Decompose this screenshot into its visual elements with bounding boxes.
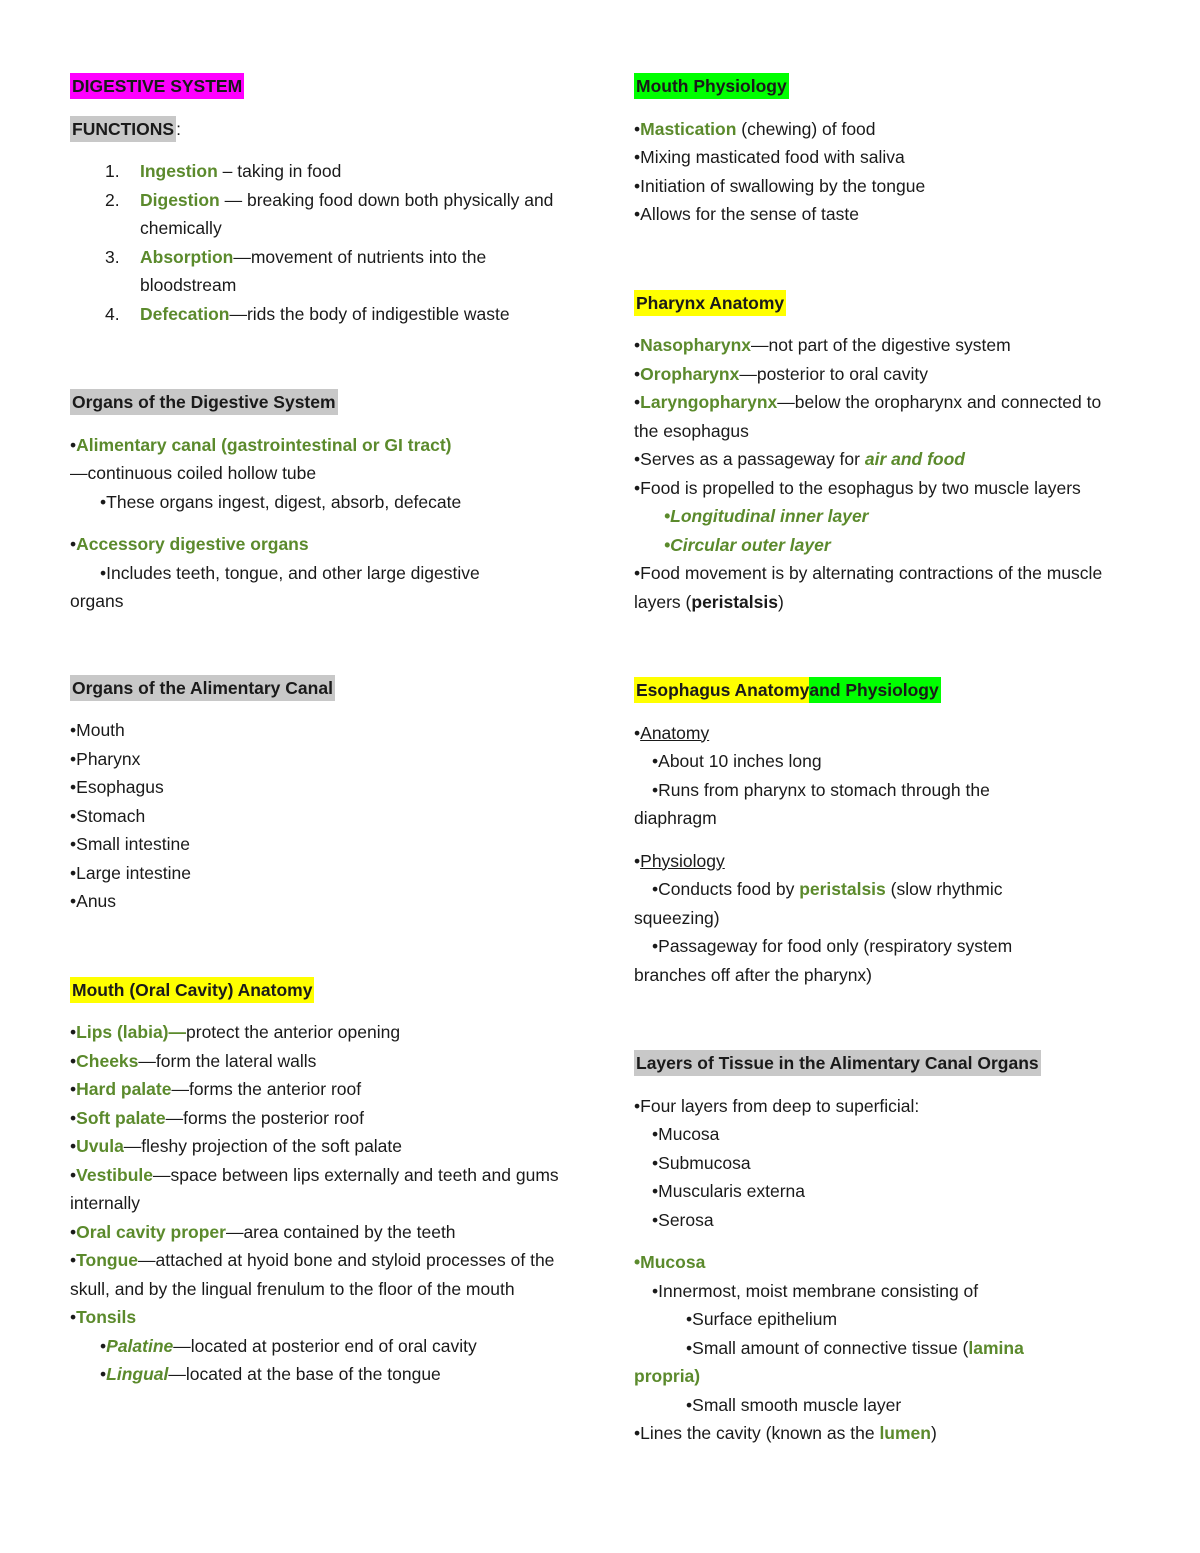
list-item: •Allows for the sense of taste — [634, 204, 860, 224]
list-item: 1. Ingestion – taking in food — [105, 161, 342, 181]
list-item: •Innermost, moist membrane consisting of — [652, 1280, 979, 1301]
list-item: •Esophagus — [70, 777, 164, 797]
list-item: •Includes teeth, tongue, and other large digestive — [100, 562, 480, 583]
list-item: •Oropharynx—posterior to oral cavity — [634, 363, 929, 384]
list-item: •Initiation of swallowing by the tongue — [634, 175, 926, 196]
list-item: •Hard palate—forms the anterior roof — [70, 1079, 362, 1099]
pharynx-heading: Pharynx Anatomy — [634, 290, 786, 316]
list-item: •Large intestine — [70, 862, 191, 883]
list-item: •Accessory digestive organs — [70, 534, 309, 554]
list-item: •Mouth — [70, 720, 125, 740]
list-item: •Mastication (chewing) of food — [634, 118, 876, 139]
list-item: •Serosa — [652, 1209, 714, 1230]
list-item: •Conducts food by peristalsis (slow rhythmic — [652, 879, 1003, 899]
mouth-physiology-heading: Mouth Physiology — [634, 73, 789, 99]
list-item: •Mixing masticated food with saliva — [634, 147, 905, 167]
list-item: •Pharynx — [70, 748, 141, 769]
list-item: 2. Digestion — breaking food down both physically and chemically — [105, 189, 554, 238]
list-item: •Vestibule—space between lips externally and teeth and gums internally — [70, 1164, 559, 1213]
list-item: •Lips (labia)—protect the anterior opening — [70, 1022, 401, 1042]
list-item: •Laryngopharynx—below the oropharynx and connected to the esophagus — [634, 392, 1102, 441]
list-item: •Small smooth muscle layer — [686, 1394, 902, 1415]
list-item: •Anatomy — [634, 722, 710, 743]
canal-list — [70, 716, 570, 916]
list-item: •Tongue—attached at hyoid bone and styloid processes of the skull, and by the lingual frenulum to the floor of the mouth — [70, 1250, 555, 1299]
list-item: •Small intestine — [70, 834, 190, 854]
list-item: •Anus — [70, 891, 117, 911]
list-item: •Stomach — [70, 805, 146, 826]
esophagus-list: •Anatomy •About 10 inches long •Runs from pharynx to stomach through the diaphragm •Physiology •Conducts food by peristalsis (slow rhythmic squeezing) •Passageway for food only (respiratory system branches off after the pharynx) — [634, 719, 1124, 990]
list-item: •About 10 inches long — [652, 751, 822, 771]
mouth-heading: Mouth (Oral Cavity) Anatomy — [70, 977, 314, 1003]
list-item: •Submucosa — [652, 1152, 751, 1173]
list-item: •Oral cavity proper—area contained by the teeth — [70, 1221, 456, 1242]
list-item: •Mucosa — [652, 1124, 720, 1144]
pharynx-list — [634, 331, 1124, 616]
layers-heading: Layers of Tissue in the Alimentary Canal Organs — [634, 1050, 1041, 1076]
functions-list — [70, 157, 570, 328]
mouth-list — [70, 1018, 570, 1389]
organs-heading: Organs of the Digestive System — [70, 389, 338, 415]
list-item: 4. Defecation—rids the body of indigestible waste — [105, 303, 510, 324]
list-item: •Alimentary canal (gastrointestinal or GI tract) — [70, 434, 452, 455]
list-item: •Small amount of connective tissue (lamina — [686, 1337, 1024, 1358]
list-item: •Food is propelled to the esophagus by two muscle layers — [634, 477, 1081, 498]
left-column: DIGESTIVE SYSTEM FUNCTIONS : 1. Ingestion – taking in food 2. Digestion — breaking food down both physically and chemically 3. Absorption—movement of nutrients into the bloodstream 4. Defecation—rids the body of indigestible waste Organs of the Digestive System •Alimentary canal (gastrointestinal or GI tract) —continuous coiled hollow tube •These organs ingest, digest, absorb, defecate •Accessory digestive organs •Includes teeth, tongue, and other large digestive organs Organs of the Alimentary Canal •Mouth •Pharynx •Esophagus •Stomach •Small intestine •Large intestine •Anus Mouth (Oral Cavity) Anatomy •Lips (labia)—protect the anterior opening •Cheeks—form the lateral walls •Hard palate—forms the anterior roof •Soft palate—forms the posterior roof •Uvula—fleshy projection of the soft palate •Vestibule—space between lips externally and teeth and gums internally •Oral cavity proper—area contained by the teeth •Tongue—attached at hyoid bone and styloid processes of the skull, and by the lingual frenulum to the floor of the mouth •Tonsils •Palatine—located at posterior end of oral cavity •Lingual—located at the base of the tongue — [70, 72, 570, 1389]
list-item: •Circular outer layer — [664, 534, 831, 555]
list-item: •Tonsils — [70, 1307, 137, 1327]
list-item: •Nasopharynx—not part of the digestive system — [634, 335, 1011, 355]
list-item: •Lingual—located at the base of the tongue — [100, 1364, 441, 1384]
list-item: •Soft palate—forms the posterior roof — [70, 1107, 365, 1128]
canal-heading: Organs of the Alimentary Canal — [70, 675, 335, 701]
right-column — [634, 72, 1124, 1448]
list-item: •These organs ingest, digest, absorb, defecate — [100, 491, 462, 512]
list-item: •Passageway for food only (respiratory system — [652, 936, 1013, 956]
list-item: •Serves as a passageway for air and food — [634, 449, 965, 469]
list-item: •Lines the cavity (known as the lumen) — [634, 1423, 937, 1443]
list-item: •Physiology — [634, 850, 725, 871]
list-item: •Four layers from deep to superficial: — [634, 1095, 920, 1116]
list-item: •Uvula—fleshy projection of the soft palate — [70, 1136, 403, 1156]
list-item: •Food movement is by alternating contractions of the muscle layers (peristalsis) — [634, 563, 1103, 612]
list-item: •Mucosa — [634, 1252, 706, 1272]
esophagus-heading: Esophagus Anatomyand Physiology — [634, 676, 1124, 705]
list-item: •Palatine—located at posterior end of oral cavity — [100, 1335, 477, 1356]
list-item: •Longitudinal inner layer — [664, 506, 869, 526]
layers-list: •Four layers from deep to superficial: •Mucosa •Submucosa •Muscularis externa •Serosa •Mucosa •Innermost, moist membrane consisting of •Surface epithelium •Small amount of connective tissue (lamina propria) •Small smooth muscle layer •Lines the cavity (known as the lumen) — [634, 1092, 1124, 1448]
list-item: •Surface epithelium — [686, 1309, 838, 1329]
list-item: •Muscularis externa — [652, 1181, 806, 1201]
functions-heading: FUNCTIONS — [70, 116, 176, 142]
list-item: 3. Absorption—movement of nutrients into the bloodstream — [105, 246, 487, 295]
list-item: •Cheeks—form the lateral walls — [70, 1050, 317, 1071]
list-item: •Runs from pharynx to stomach through the — [652, 779, 990, 800]
mouth-physiology-list — [634, 115, 1124, 229]
document-title: DIGESTIVE SYSTEM — [70, 73, 244, 99]
